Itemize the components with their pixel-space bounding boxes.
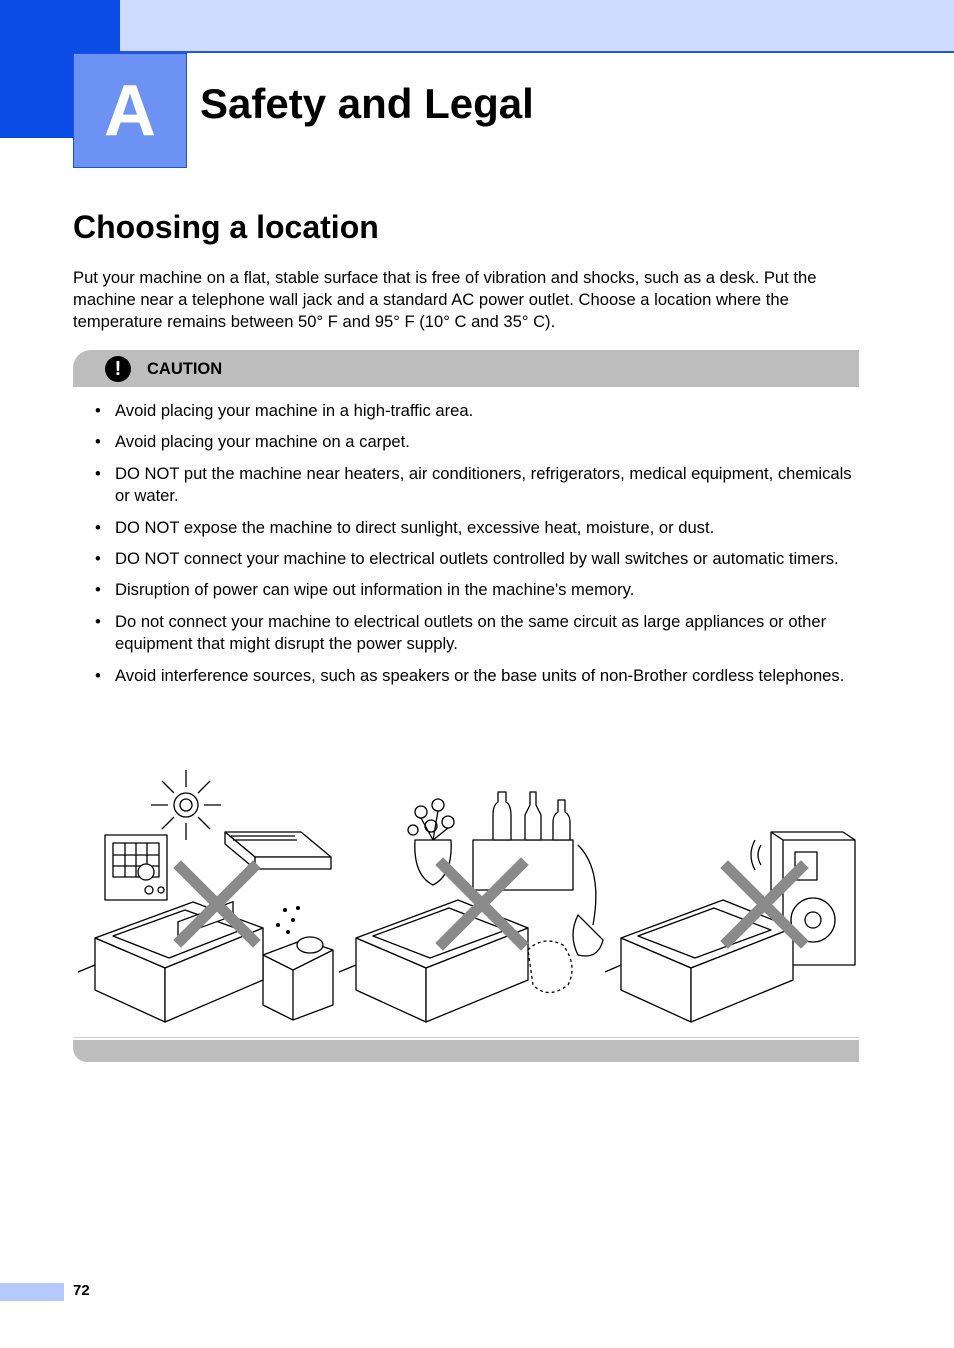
humidifier-icon	[263, 907, 333, 1020]
chapter-letter-box	[73, 53, 187, 168]
list-item: • DO NOT expose the machine to direct sunlight, excessive heat, moisture, or dust.	[95, 517, 865, 539]
header-band	[0, 0, 954, 52]
bullet-glyph: •	[95, 580, 101, 600]
list-item: • Avoid placing your machine on a carpet.	[95, 431, 865, 453]
caution-end-bar	[73, 1040, 859, 1062]
page-tab	[0, 1283, 64, 1301]
air-conditioner-icon	[225, 832, 331, 869]
list-item: • DO NOT put the machine near heaters, air conditioners, refrigerators, medical equipment, chemicals or water.	[95, 463, 852, 506]
list-item: • Do not connect your machine to electrical outlets on the same circuit as large appliances or other equipment that might disrupt the power supply.	[95, 611, 827, 654]
bullet-glyph: •	[95, 463, 101, 483]
bullet-glyph: •	[95, 665, 101, 685]
chapter-title: Safety and Legal	[200, 80, 534, 127]
section-title: Choosing a location	[73, 209, 379, 245]
sun-icon	[151, 770, 221, 840]
list-item: • DO NOT connect your machine to electrical outlets controlled by wall switches or automatic timers.	[95, 548, 865, 570]
caution-banner	[73, 350, 859, 387]
caution-list	[95, 400, 865, 696]
list-item: • Disruption of power can wipe out information in the machine's memory.	[95, 579, 865, 601]
list-item: • Avoid placing your machine in a high-traffic area.	[95, 400, 865, 422]
placement-illustration	[73, 760, 863, 1035]
heater-icon	[105, 835, 167, 900]
header-rule	[120, 51, 954, 53]
intro-paragraph: Put your machine on a flat, stable surface that is free of vibration and shocks, such as a desk. Put the machine near a telephone wall jack and a standard AC power outlet. Choose a location where the temperature remains between 50° F and 95° F (10° C and 35° C).	[73, 268, 817, 331]
bullet-glyph: •	[95, 611, 101, 631]
bullet-glyph: •	[95, 401, 101, 420]
bullet-glyph: •	[95, 549, 101, 569]
list-item: • Avoid interference sources, such as speakers or the base units of non-Brother cordless telephones.	[95, 665, 865, 687]
page-number: 72	[73, 1282, 90, 1299]
illustration-rule	[73, 1037, 859, 1038]
caution-label: CAUTION	[147, 360, 223, 378]
bottles-icon	[473, 792, 573, 890]
bullet-glyph: •	[95, 517, 101, 537]
chapter-letter: A	[104, 71, 156, 151]
exclamation-icon: !	[105, 356, 131, 382]
printer-icon	[605, 900, 793, 1022]
bullet-glyph: •	[95, 432, 101, 452]
